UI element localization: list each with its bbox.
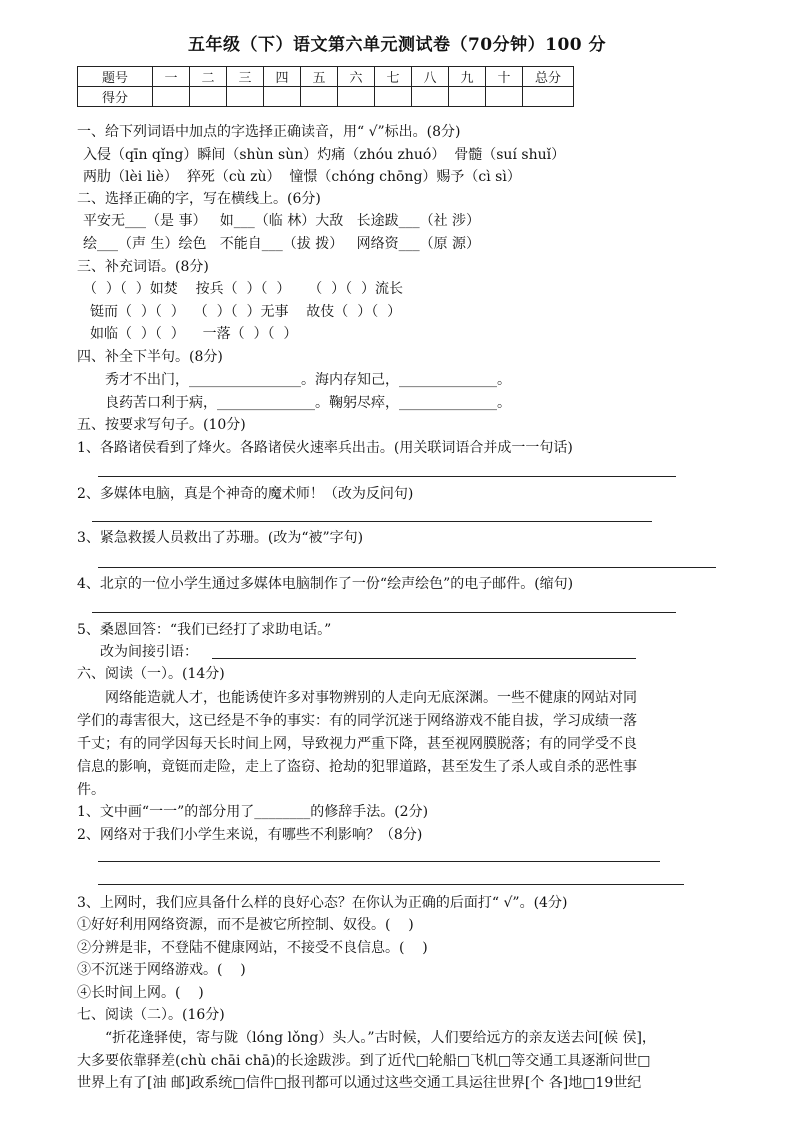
passage-line: 网络能造就人才，也能诱使许多对事物辨别的人走向无底深渊。一些不健康的网站对同 <box>105 690 637 706</box>
idiom-line: （ ）（ ）如焚 按兵（ ）（ ） （ ）（ ）流长 <box>83 281 404 297</box>
option-item[interactable]: ①好好利用网络资源，而不是被它所控制、奴役。( ) <box>77 917 414 933</box>
passage-line: “折花逢驿使，寄与陇（lóng lǒng）头人。”古时候，人们要给远方的亲友送去问[候 侯]， <box>105 1030 656 1046</box>
section-6-heading: 六、阅读（一）。(14分) <box>77 666 225 682</box>
score-cell: 总分 <box>523 67 574 87</box>
score-cell: 四 <box>264 67 301 87</box>
answer-line[interactable] <box>98 567 716 568</box>
answer-line[interactable] <box>98 476 676 477</box>
passage-line: 大多要依靠驿差(chù chāi chā)的长途跋涉。到了近代□轮船□飞机□等交通工具逐渐问世□ <box>77 1053 651 1069</box>
question-text: 4、北京的一位小学生通过多媒体电脑制作了一份“绘声绘色”的电子邮件。(缩句) <box>77 576 574 592</box>
option-item[interactable]: ②分辨是非，不登陆不健康网站，不接受不良信息。( ) <box>77 940 428 956</box>
section-5-heading: 五、按要求写句子。(10分) <box>77 417 246 433</box>
answer-line[interactable] <box>98 884 684 885</box>
question-text: 2、网络对于我们小学生来说，有哪些不利影响？（8分) <box>77 827 423 843</box>
score-cell: 十 <box>486 67 523 87</box>
score-table-header-row <box>78 67 574 87</box>
score-cell: 五 <box>301 67 338 87</box>
answer-line[interactable] <box>92 521 652 522</box>
question-text: 2、多媒体电脑，真是个神奇的魔术师！（改为反问句) <box>77 486 414 502</box>
score-input-cell[interactable] <box>190 87 227 107</box>
score-cell: 二 <box>190 67 227 87</box>
question-text: 3、紧急救援人员救出了苏珊。(改为“被”字句) <box>77 530 364 546</box>
score-input-cell[interactable] <box>301 87 338 107</box>
section-7-heading: 七、阅读（二）。(16分) <box>77 1007 225 1023</box>
score-table-score-row <box>78 87 574 107</box>
question-text: 1、文中画“一一”的部分用了________的修辞手法。(2分) <box>77 804 429 820</box>
verse-line: 秀才不出门，________________。海内存知己，______________。 <box>105 372 511 388</box>
option-item[interactable]: ④长时间上网。( ) <box>77 985 204 1001</box>
score-input-cell[interactable] <box>486 87 523 107</box>
score-input-cell[interactable] <box>153 87 190 107</box>
score-cell: 九 <box>449 67 486 87</box>
answer-line[interactable] <box>92 612 676 613</box>
answer-line[interactable] <box>212 658 636 659</box>
passage-line: 学们的毒害很大，这已经是不争的事实：有的同学沉迷于网络游戏不能自拔，学习成绩一落 <box>77 713 637 729</box>
section-1-heading: 一、给下列词语中加点的字选择正确读音，用“ √”标出。(8分) <box>77 124 461 140</box>
passage-line: 世界上有了[油 邮]政系统□信件□报刊都可以通过这些交通工具运往世界[个 各]地□19世纪 <box>77 1075 642 1091</box>
answer-line[interactable] <box>98 861 660 862</box>
fill-word-line: 平安无___（是 事） 如___（临 林）大敌 长途跋___（社 涉） <box>83 213 481 229</box>
option-item[interactable]: ③不沉迷于网络游戏。( ) <box>77 962 246 978</box>
score-input-cell[interactable] <box>449 87 486 107</box>
score-cell: 八 <box>412 67 449 87</box>
score-cell: 六 <box>338 67 375 87</box>
pinyin-line: 入侵（qīn qǐng）瞬间（shùn sùn）灼痛（zhóu zhuó） 骨髓（suí shuǐ） <box>83 147 566 163</box>
score-input-cell[interactable] <box>264 87 301 107</box>
question-text: 改为间接引语： <box>100 644 198 660</box>
question-text: 3、上网时，我们应具备什么样的良好心态？在你认为正确的后面打“ √”。(4分) <box>77 895 568 911</box>
question-text: 1、各路诸侯看到了烽火。各路诸侯火速率兵出击。(用关联词语合并成一一句话) <box>77 440 573 456</box>
pinyin-line: 两肋（lèi liè） 猝死（cù zù） 憧憬（chóng chōng）赐予（cì sì） <box>83 169 521 185</box>
score-cell: 七 <box>375 67 412 87</box>
section-3-heading: 三、补充词语。(8分) <box>77 259 209 275</box>
passage-line: 件。 <box>77 782 105 798</box>
section-4-heading: 四、补全下半句。(8分) <box>77 349 223 365</box>
score-input-cell[interactable] <box>338 87 375 107</box>
question-text: 5、桑恩回答：“我们已经打了求助电话。” <box>77 622 332 638</box>
verse-line: 良药苦口利于病，______________。鞠躬尽瘁，______________。 <box>105 395 511 411</box>
score-cell: 一 <box>153 67 190 87</box>
score-input-cell[interactable] <box>412 87 449 107</box>
score-cell: 三 <box>227 67 264 87</box>
section-2-heading: 二、选择正确的字，写在横线上。(6分) <box>77 191 321 207</box>
score-table <box>77 66 574 107</box>
page-title: 五年级（下）语文第六单元测试卷（70分钟）100 分 <box>187 35 607 55</box>
score-row-label: 得分 <box>78 87 153 107</box>
idiom-line: 铤而（ ）（ ） （ ）（ ）无事 故伎（ ）（ ） <box>90 304 402 320</box>
score-input-cell[interactable] <box>523 87 574 107</box>
fill-word-line: 绘___（声 生）绘色 不能自___（拔 拨） 网络资___（原 源） <box>83 236 481 252</box>
score-input-cell[interactable] <box>227 87 264 107</box>
score-cell: 题号 <box>78 67 153 87</box>
passage-line: 千丈；有的同学因每天长时间上网，导致视力严重下降，甚至视网膜脱落；有的同学受不良 <box>77 736 637 752</box>
idiom-line: 如临（ ）（ ） 一落（ ）（ ） <box>90 326 298 342</box>
passage-line: 信息的影响，竟铤而走险，走上了盗窃、抢劫的犯罪道路，甚至发生了杀人或自杀的恶性事 <box>77 759 637 775</box>
score-input-cell[interactable] <box>375 87 412 107</box>
